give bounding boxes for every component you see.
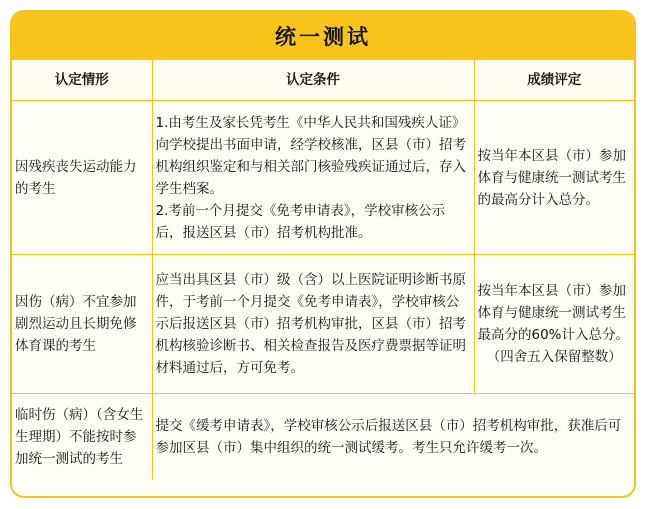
header-row: [12, 60, 634, 101]
conditions-cell: [152, 255, 474, 394]
situation-cell: 因残疾丧失运动能力的考生: [12, 101, 152, 255]
evaluation-cell: 按当年本区县（市）参加体育与健康统一测试考生的最高分计入总分。: [474, 101, 634, 255]
table-row: [12, 101, 634, 255]
merged-conditions-cell: 提交《缓考申请表》，学校审核公示后报送区县（市）招考机构审批，获准后可参加区县（市）集中组织的统一测试缓考。考生只允许缓考一次。: [152, 394, 634, 481]
situation-cell: 因伤（病）不宜参加剧烈运动且长期免修体育课的考生: [12, 255, 152, 394]
table-row: [12, 394, 634, 481]
table-row: [12, 255, 634, 394]
evaluation-cell: [474, 255, 634, 394]
condition-item: 2.考前一个月提交《免考申请表》，学校审核公示后，报送区县（市）招考机构批准。: [155, 202, 446, 241]
table-title: 统一测试: [12, 12, 634, 60]
header-conditions: 认定条件: [152, 60, 474, 101]
conditions-cell: [152, 101, 474, 255]
evaluation-note: （四舍五入保留整数）: [486, 349, 622, 365]
condition-item: 1.由考生及家长凭考生《中华人民共和国残疾人证》向学校提出书面申请，经学校核准，区县（市）招考机构组织鉴定和与相关部门核验残疾证通过后，存入学生档案。: [155, 114, 466, 197]
evaluation-text: 按当年本区县（市）参加体育与健康统一测试考生最高分的60%计入总分。: [477, 283, 630, 343]
header-situation: 认定情形: [12, 60, 152, 101]
rules-card: [10, 10, 636, 498]
condition-item: 应当出具区县（市）级（含）以上医院证明诊断书原件，于考前一个月提交《免考申请表》，学校审核公示后报送区县（市）招考机构审批，区县（市）招考机构核验诊断书、相关检查报告及医疗费票据等证明材料通过后，方可免考。: [155, 272, 466, 376]
situation-cell: 临时伤（病）（含女生生理期）不能按时参加统一测试的考生: [12, 394, 152, 481]
header-evaluation: 成绩评定: [474, 60, 634, 101]
rules-table: [12, 60, 634, 480]
